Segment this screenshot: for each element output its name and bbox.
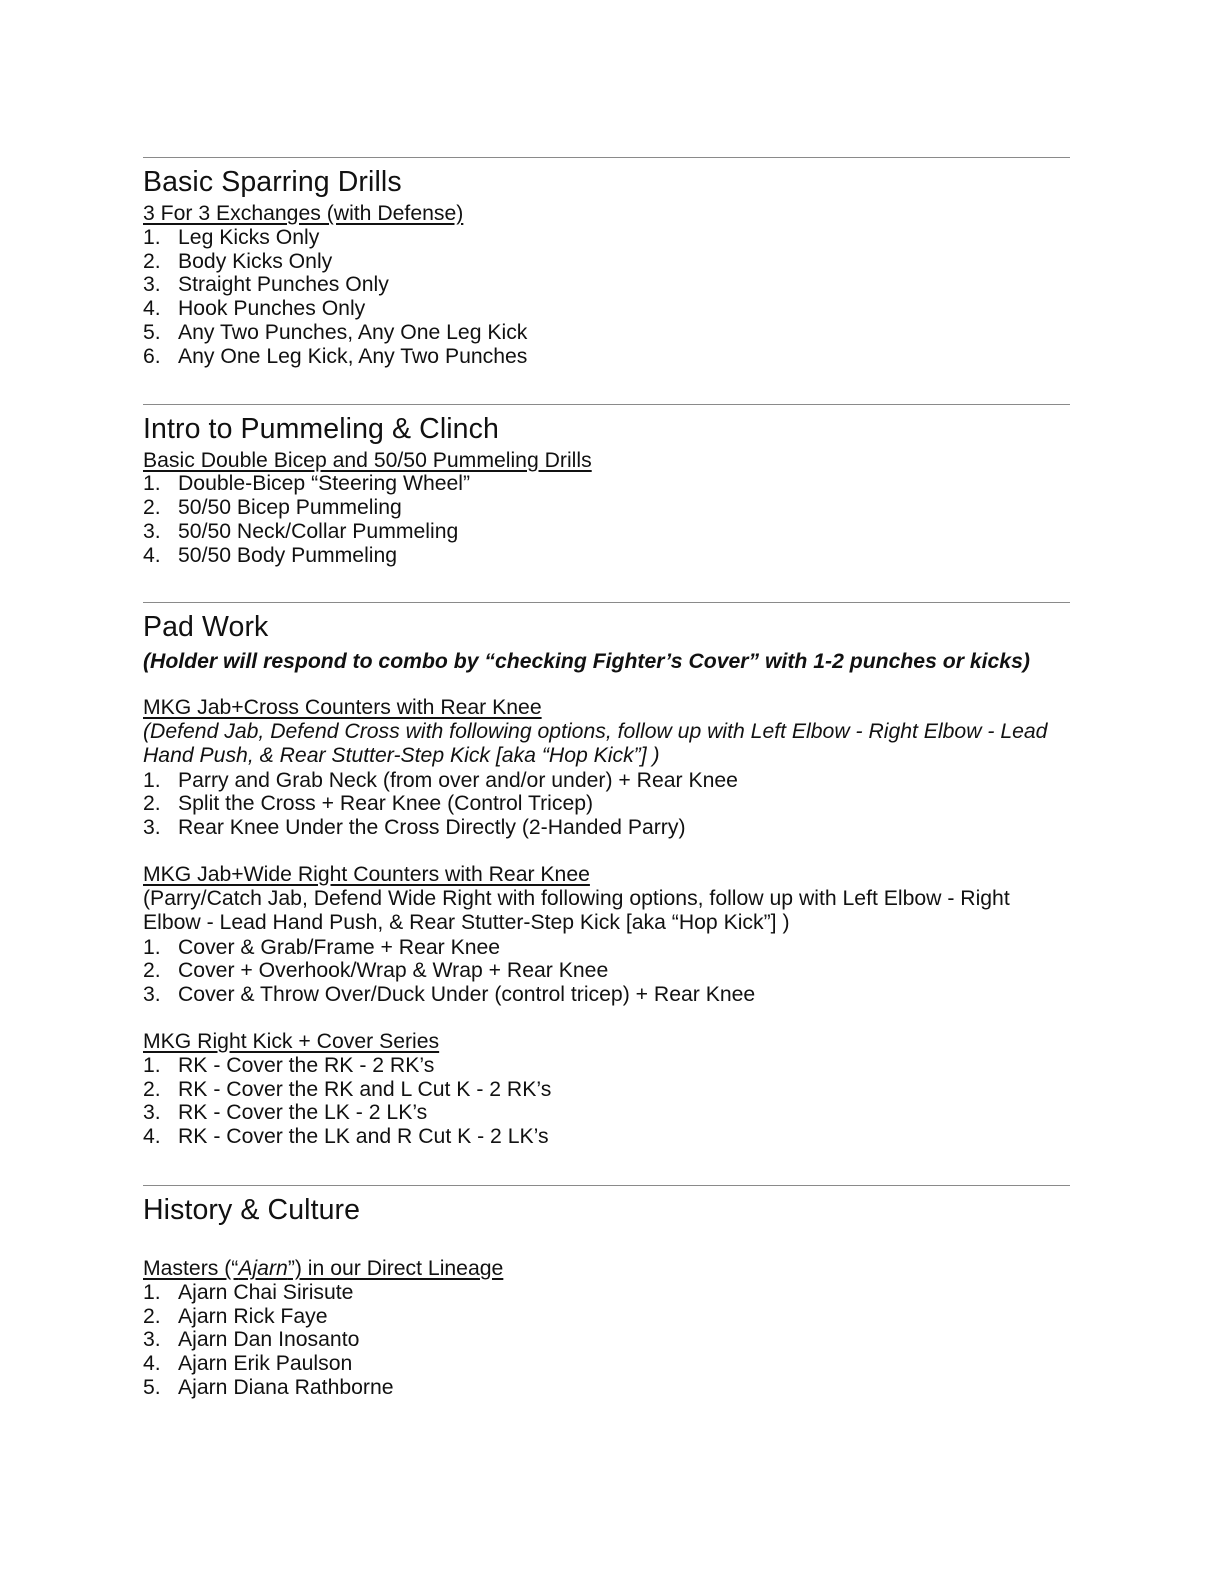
list-item: 6. Any One Leg Kick, Any Two Punches <box>143 344 528 368</box>
section-divider <box>143 602 1070 603</box>
block-description: (Defend Jab, Defend Cross with following options, follow up with Left Elbow - Right Elbow - Lead Hand Push, & Rear Stutter-Step Kick [aka “Hop Kick”] ) <box>143 719 1048 768</box>
block-subtitle: MKG Jab+Cross Counters with Rear Knee <box>143 695 542 719</box>
drill-block <box>143 1030 1070 1149</box>
drill-list <box>143 226 1070 369</box>
list-item: 3. 50/50 Neck/Collar Pummeling <box>143 519 459 543</box>
drill-list <box>143 472 1070 567</box>
list-item: 1. Cover & Grab/Frame + Rear Knee <box>143 935 501 959</box>
list-item: 3. Ajarn Dan Inosanto <box>143 1328 360 1352</box>
drill-list <box>143 769 1070 840</box>
list-item: 1. Double-Bicep “Steering Wheel” <box>143 472 471 496</box>
drill-block <box>143 863 1070 1007</box>
lineage-list <box>143 1281 1070 1400</box>
section-note: (Holder will respond to combo by “checking Fighter’s Cover” with 1-2 punches or kicks) <box>143 649 1030 673</box>
drill-block <box>143 696 1070 840</box>
section-pummeling <box>143 404 1070 568</box>
document-page <box>143 157 1070 1400</box>
list-item: 1. Parry and Grab Neck (from over and/or under) + Rear Knee <box>143 768 738 792</box>
drill-list <box>143 1054 1070 1149</box>
block-description: (Parry/Catch Jab, Defend Wide Right with following options, follow up with Left Elbow - Right Elbow - Lead Hand Push, & Rear Stutter-Step Kick [aka “Hop Kick”] ) <box>143 886 1010 935</box>
section-title: Basic Sparring Drills <box>143 166 402 198</box>
section-title: Intro to Pummeling & Clinch <box>143 412 499 445</box>
drill-list <box>143 936 1070 1007</box>
list-item: 2. Ajarn Rick Faye <box>143 1304 328 1328</box>
section-padwork <box>143 602 1070 1149</box>
section-subtitle: Basic Double Bicep and 50/50 Pummeling Drills <box>143 448 592 472</box>
list-item: 5. Ajarn Diana Rathborne <box>143 1375 394 1399</box>
section-divider <box>143 404 1070 405</box>
list-item: 1. Ajarn Chai Sirisute <box>143 1280 354 1304</box>
list-item: 3. RK - Cover the LK - 2 LK’s <box>143 1101 428 1125</box>
list-item: 2. Cover + Overhook/Wrap & Wrap + Rear Knee <box>143 959 609 983</box>
list-item: 2. RK - Cover the RK and L Cut K - 2 RK’s <box>143 1077 552 1101</box>
section-title: History & Culture <box>143 1193 361 1226</box>
section-divider <box>143 1185 1070 1186</box>
block-subtitle: MKG Jab+Wide Right Counters with Rear Knee <box>143 862 590 886</box>
list-item: 4. Ajarn Erik Paulson <box>143 1352 353 1376</box>
list-item: 3. Cover & Throw Over/Duck Under (control tricep) + Rear Knee <box>143 983 756 1007</box>
section-subtitle: 3 For 3 Exchanges (with Defense) <box>143 202 464 225</box>
list-item: 3. Straight Punches Only <box>143 273 389 297</box>
list-item: 3. Rear Knee Under the Cross Directly (2-Handed Parry) <box>143 816 686 840</box>
list-item: 4. 50/50 Body Pummeling <box>143 543 398 567</box>
section-subtitle: Masters (“Ajarn”) in our Direct Lineage <box>143 1256 504 1280</box>
list-item: 4. Hook Punches Only <box>143 297 366 321</box>
list-item: 2. Split the Cross + Rear Knee (Control Tricep) <box>143 792 594 816</box>
section-sparring <box>143 157 1070 369</box>
list-item: 2. 50/50 Bicep Pummeling <box>143 496 402 520</box>
list-item: 1. Leg Kicks Only <box>143 225 320 249</box>
section-title: Pad Work <box>143 610 269 643</box>
block-subtitle: MKG Right Kick + Cover Series <box>143 1029 440 1053</box>
list-item: 5. Any Two Punches, Any One Leg Kick <box>143 320 528 344</box>
section-history <box>143 1185 1070 1400</box>
list-item: 4. RK - Cover the LK and R Cut K - 2 LK’s <box>143 1125 549 1149</box>
section-divider <box>143 157 1070 158</box>
list-item: 2. Body Kicks Only <box>143 249 333 273</box>
list-item: 1. RK - Cover the RK - 2 RK’s <box>143 1053 435 1077</box>
